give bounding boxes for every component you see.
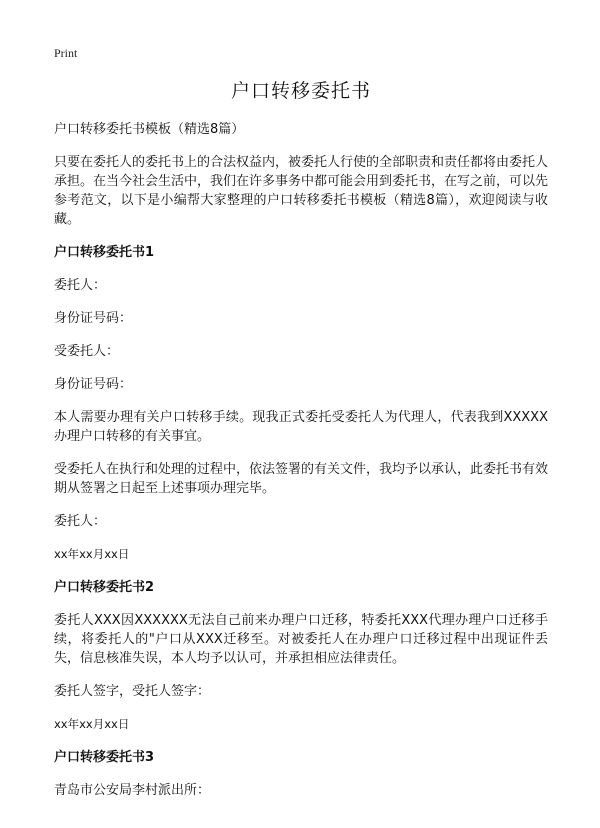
section-1-agent-label: 受委托人： [54, 344, 120, 359]
section-1-client-label: 委托人： [54, 278, 107, 293]
section-1-body-2: 受委托人在执行和处理的过程中，依法签署的有关文件，我均予以承认，此委托书有效期从签署之日起至上述事项办理完毕。 [54, 462, 549, 496]
section-3-addressee: 青岛市公安局李村派出所： [54, 783, 211, 798]
document-subtitle: 户口转移委托书模板（精选8篇） [54, 122, 245, 137]
section-1-agent-id-label: 身份证号码： [54, 377, 133, 392]
section-1-heading: 户口转移委托书1 [54, 245, 155, 260]
section-2-heading: 户口转移委托书2 [54, 580, 155, 595]
section-3-heading: 户口转移委托书3 [54, 750, 155, 765]
intro-paragraph: 只要在委托人的委托书上的合法权益内，被委托人行使的全部职责和责任都将由委托人承担。在当今社会生活中，我们在许多事务中都可能会用到委托书，在写之前，可以先参考范文，以下是小编帮大家整理的户口转移委托书模板（精选8篇），欢迎阅读与收藏。 [54, 155, 549, 227]
section-2-body: 委托人XXX因XXXXXX无法自己前来办理户口迁移，特委托XXX代理办理户口迁移手续，将委托人的"户口从XXX迁移至。对被委托人在办理户口迁移过程中出现证件丢失，信息核准失误，本人均予以认可，并承担相应法律责任。 [54, 613, 548, 666]
section-2-date: xx年xx月xx日 [54, 717, 130, 731]
document-title: 户口转移委托书 [230, 80, 371, 102]
section-1-date: xx年xx月xx日 [54, 547, 130, 561]
section-1-client-id-label: 身份证号码： [54, 311, 133, 326]
section-1-body-1: 本人需要办理有关户口转移手续。现我正式委托受委托人为代理人，代表我到XXXXX办理户口转移的有关事宜。 [54, 410, 548, 444]
section-2-signature-line: 委托人签字，受托人签字： [54, 684, 211, 699]
section-1-signer-label: 委托人： [54, 514, 107, 529]
print-label[interactable]: Print [54, 46, 78, 60]
